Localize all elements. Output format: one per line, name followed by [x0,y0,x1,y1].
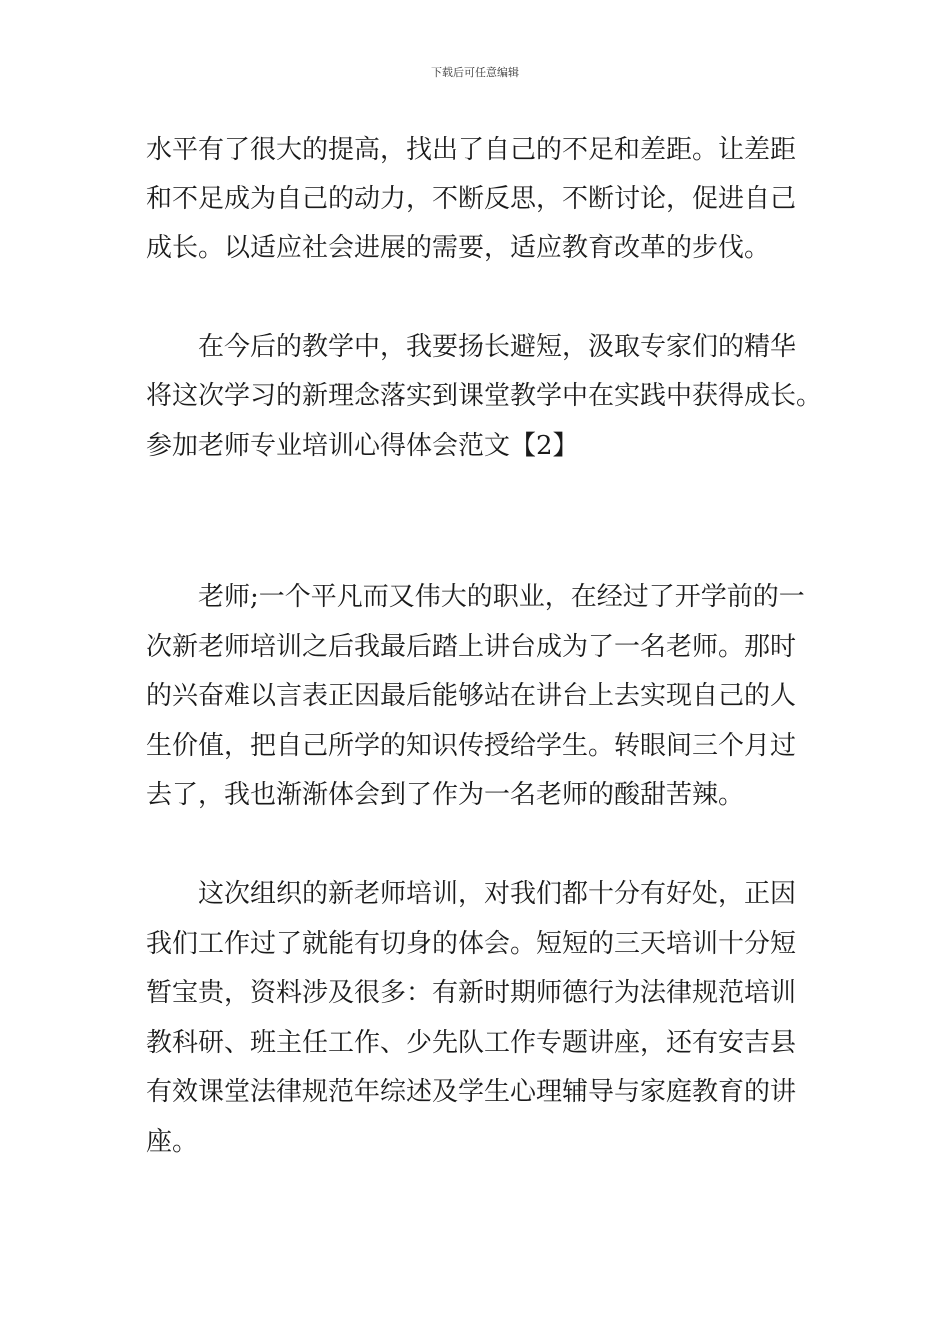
text-line: 生价值，把自己所学的知识传授给学生。转眼间三个月过 [146,731,797,761]
text-line: 和不足成为自己的动力，不断反思，不断讨论，促进自己 [146,184,797,214]
text-line: 将这次学习的新理念落实到课堂教学中在实践中获得成长。 [146,381,823,411]
page-header-note: 下载后可任意编辑 [431,66,519,79]
section-heading: 参加老师专业培训心得体会范文【2】 [146,431,579,461]
text-line: 座。 [146,1127,199,1157]
text-line: 在今后的教学中，我要扬长避短，汲取专家们的精华 [198,332,797,362]
text-line: 暂宝贵，资料涉及很多：有新时期师德行为法律规范培训 [146,978,797,1008]
text-line: 这次组织的新老师培训，对我们都十分有好处，正因 [198,879,797,909]
text-line: 我们工作过了就能有切身的体会。短短的三天培训十分短 [146,929,797,959]
text-line: 老师;一个平凡而又伟大的职业，在经过了开学前的一 [198,582,805,612]
text-line: 成长。以适应社会进展的需要，适应教育改革的步伐。 [146,233,771,263]
text-line: 教科研、班主任工作、少先队工作专题讲座，还有安吉县 [146,1028,797,1058]
text-line: 水平有了很大的提高，找出了自己的不足和差距。让差距 [146,135,797,165]
text-line: 去了，我也渐渐体会到了作为一名老师的酸甜苦辣。 [146,780,745,810]
text-line: 次新老师培训之后我最后踏上讲台成为了一名老师。那时 [146,632,797,662]
text-line: 的兴奋难以言表正因最后能够站在讲台上去实现自己的人 [146,681,797,711]
text-line: 有效课堂法律规范年综述及学生心理辅导与家庭教育的讲 [146,1077,797,1107]
